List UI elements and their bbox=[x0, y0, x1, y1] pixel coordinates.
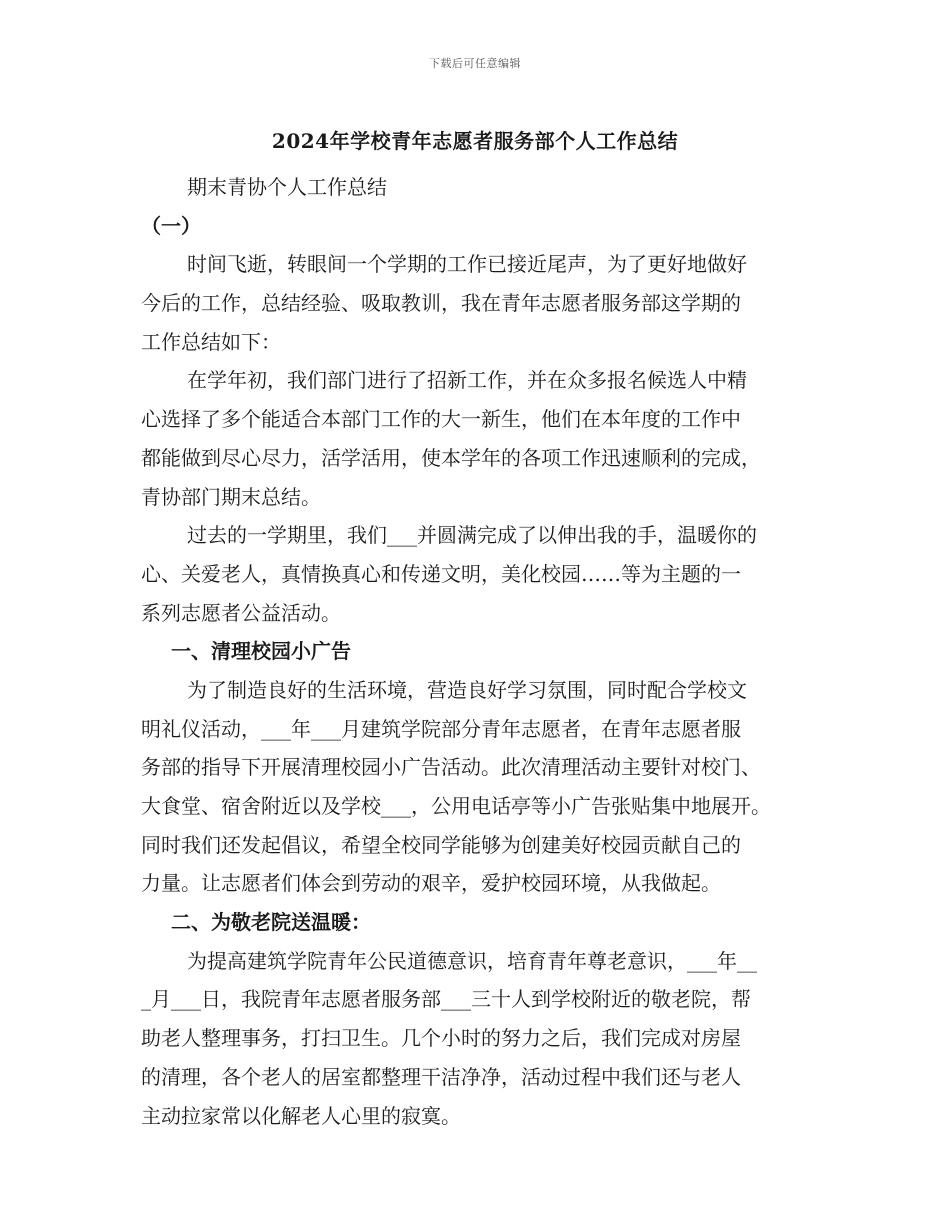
paragraph-line: 期末青协个人工作总结 bbox=[187, 175, 387, 199]
paragraph-line: 青协部门期末总结。 bbox=[141, 484, 321, 509]
paragraph-line: 在学年初，我们部门进行了招新工作，并在众多报名候选人中精 bbox=[187, 368, 747, 393]
paragraph-line: _月___日，我院青年志愿者服务部___三十人到学校附近的敬老院，帮 bbox=[141, 987, 751, 1012]
paragraph-line: 力量。让志愿者们体会到劳动的艰辛，爱护校园环境，从我做起。 bbox=[141, 871, 721, 896]
paragraph-line: 心、关爱老人，真情换真心和传递文明，美化校园……等为主题的一 bbox=[141, 561, 741, 586]
paragraph-line: 主动拉家常以化解老人心里的寂寞。 bbox=[141, 1103, 461, 1128]
section-marker: （一） bbox=[141, 213, 201, 238]
paragraph-line: 工作总结如下： bbox=[141, 329, 281, 354]
paragraph-line: 今后的工作，总结经验、吸取教训，我在青年志愿者服务部这学期的 bbox=[141, 291, 741, 316]
paragraph-line: 助老人整理事务，打扫卫生。几个小时的努力之后，我们完成对房屋 bbox=[141, 1026, 741, 1051]
paragraph-line: 的清理，各个老人的居室都整理干洁净净，活动过程中我们还与老人 bbox=[141, 1064, 741, 1089]
paragraph-line: 为了制造良好的生活环境，营造良好学习氛围，同时配合学校文 bbox=[187, 677, 747, 702]
header-note: 下载后可任意编辑 bbox=[429, 57, 521, 70]
document-body bbox=[141, 168, 816, 1135]
section-heading: 一、清理校园小广告 bbox=[171, 639, 351, 664]
document-title: 2024年学校青年志愿者服务部个人工作总结 bbox=[271, 129, 679, 153]
paragraph-line: 心选择了多个能适合本部门工作的大一新生，他们在本年度的工作中 bbox=[141, 407, 741, 432]
paragraph-line: 同时我们还发起倡议，希望全校同学能够为创建美好校园贡献自己的 bbox=[141, 832, 741, 857]
paragraph-line: 过去的一学期里，我们___并圆满完成了以伸出我的手，温暖你的 bbox=[187, 523, 757, 548]
paragraph-line: 明礼仪活动，___年___月建筑学院部分青年志愿者，在青年志愿者服 bbox=[141, 716, 741, 741]
paragraph-line: 系列志愿者公益活动。 bbox=[141, 600, 341, 625]
paragraph-line: 务部的指导下开展清理校园小广告活动。此次清理活动主要针对校门、 bbox=[141, 755, 761, 780]
paragraph-line: 大食堂、宿舍附近以及学校___，公用电话亭等小广告张贴集中地展开。 bbox=[141, 794, 771, 818]
paragraph-line: 时间飞逝，转眼间一个学期的工作已接近尾声，为了更好地做好 bbox=[187, 252, 747, 277]
paragraph-line: 都能做到尽心尽力，活学活用，使本学年的各项工作迅速顺利的完成， bbox=[141, 445, 761, 470]
paragraph-line: 为提高建筑学院青年公民道德意识，培育青年尊老意识，___年__ bbox=[187, 948, 757, 973]
section-heading: 二、为敬老院送温暖： bbox=[171, 910, 371, 935]
